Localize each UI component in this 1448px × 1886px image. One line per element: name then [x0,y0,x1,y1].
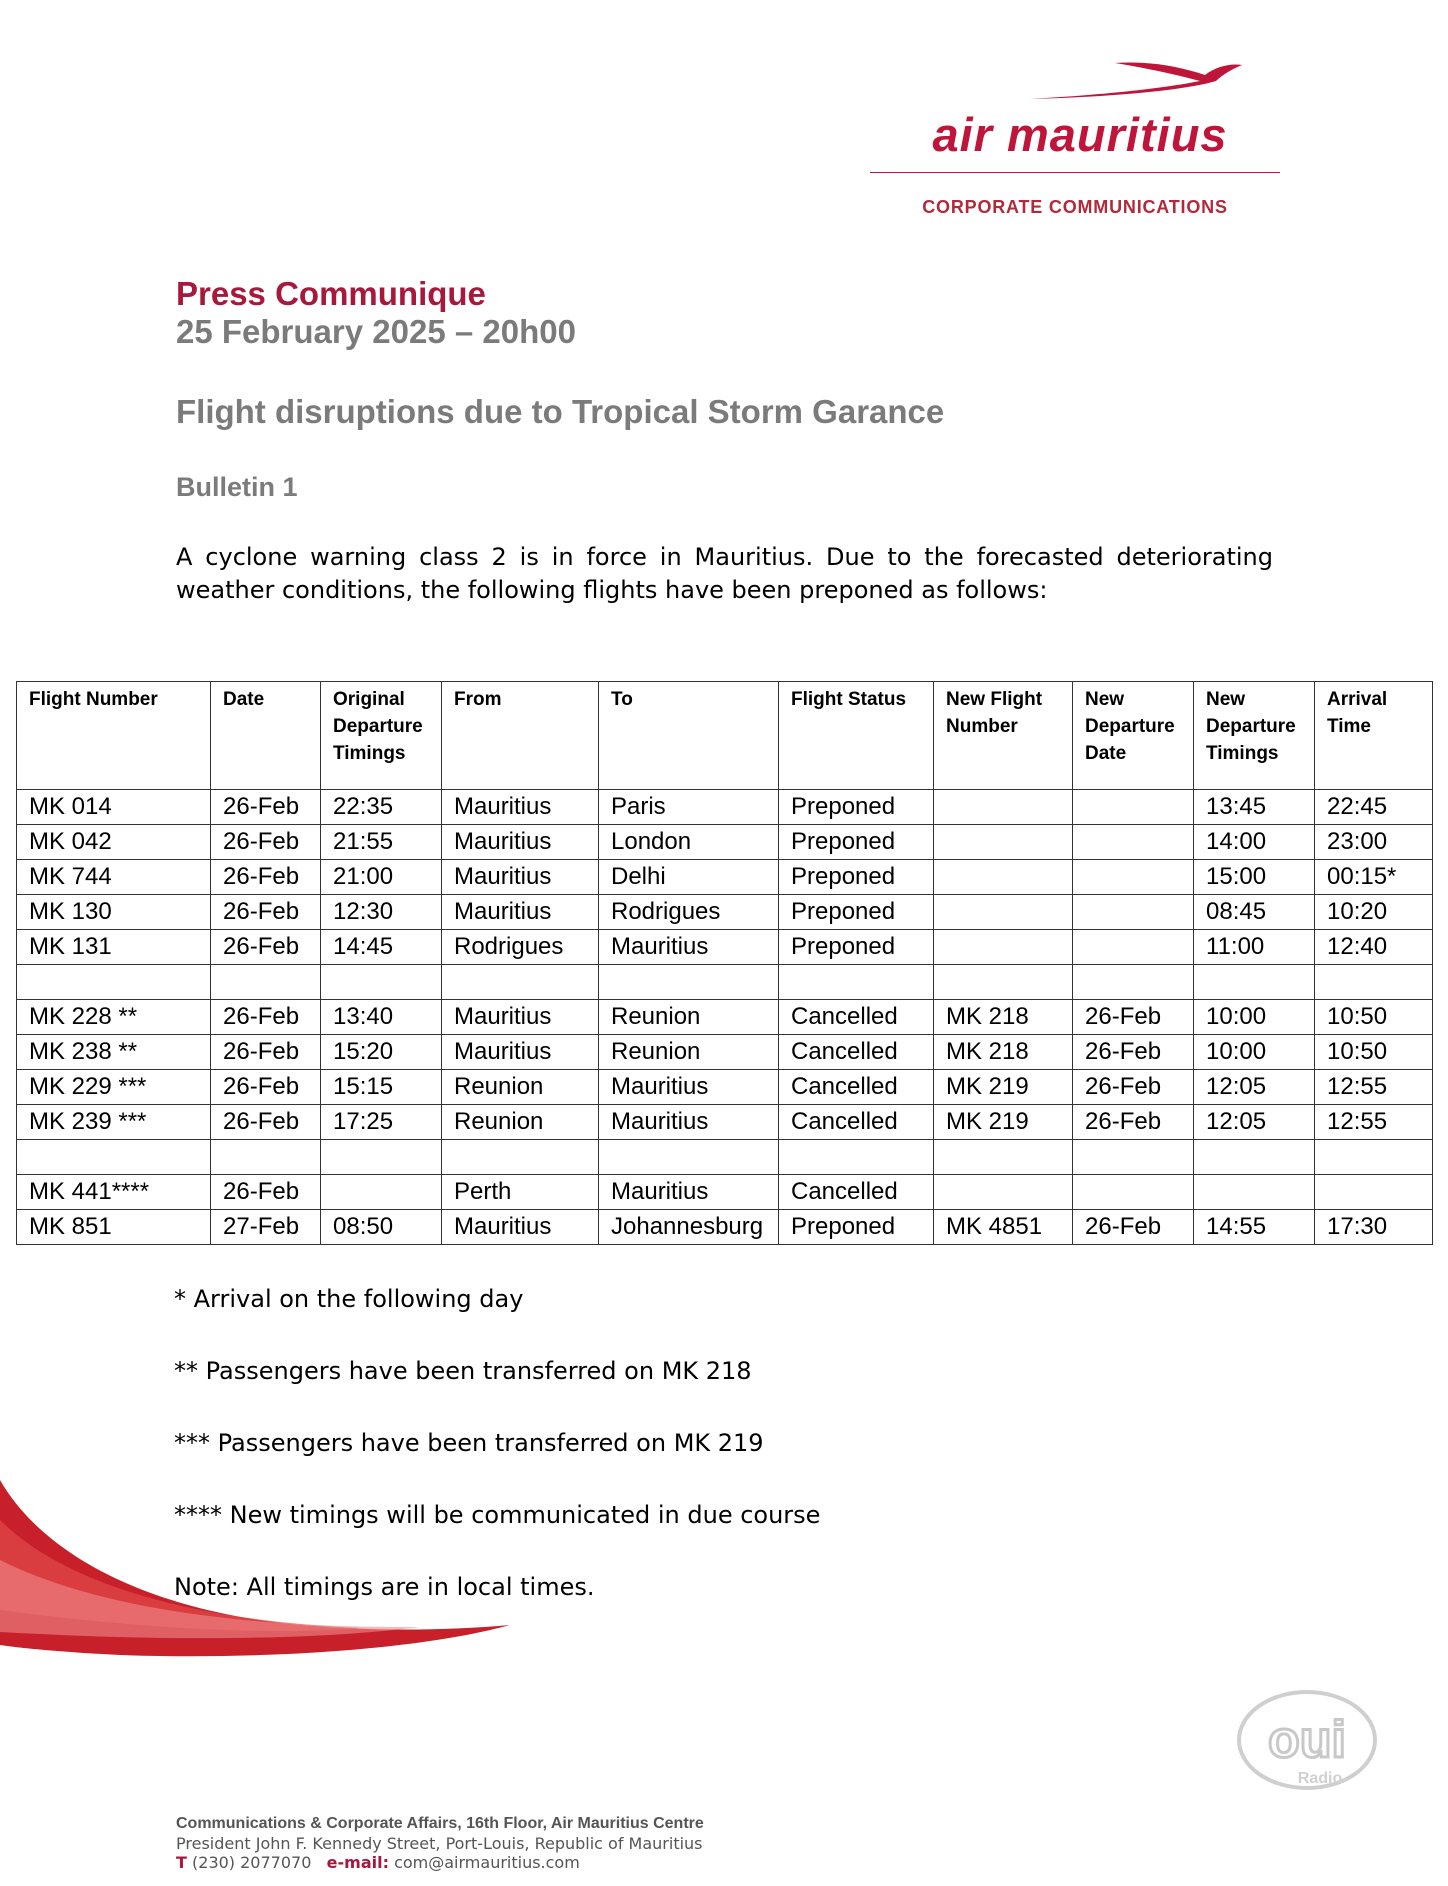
note-arrival-next-day: * Arrival on the following day [174,1285,524,1313]
document-subject: Flight disruptions due to Tropical Storm Garance [176,393,945,430]
table-cell: 12:05 [1194,1105,1315,1140]
table-cell: MK 239 *** [17,1105,211,1140]
footer-department: Communications & Corporate Affairs, 16th Floor, Air Mauritius Centre [176,1815,704,1832]
table-row [17,1140,1433,1175]
table-cell: Mauritius [442,825,599,860]
table-cell [321,1175,442,1210]
table-cell [1073,825,1194,860]
note-transfer-mk218: ** Passengers have been transferred on MK 218 [174,1357,752,1385]
table-row [17,1070,1433,1105]
table-cell: 14:45 [321,930,442,965]
table-cell: MK 042 [17,825,211,860]
table-cell: Reunion [442,1070,599,1105]
table-cell [17,1140,211,1175]
table-cell: 13:40 [321,1000,442,1035]
table-cell [321,965,442,1000]
table-cell: Cancelled [779,1000,934,1035]
table-cell [442,965,599,1000]
table-cell: 23:00 [1315,825,1433,860]
table-cell: Mauritius [442,1035,599,1070]
table-cell: 12:30 [321,895,442,930]
table-cell [934,930,1073,965]
flights-table [16,681,1433,1245]
document-title: Press Communique [176,275,486,312]
table-cell: Reunion [599,1000,779,1035]
table-cell: 26-Feb [1073,1000,1194,1035]
table-cell: Preponed [779,895,934,930]
table-cell: Rodrigues [442,930,599,965]
table-cell [779,1140,934,1175]
table-cell: 12:55 [1315,1105,1433,1140]
table-cell: Rodrigues [599,895,779,930]
table-cell: 26-Feb [211,1000,321,1035]
table-cell: MK 4851 [934,1210,1073,1245]
table-cell: 17:25 [321,1105,442,1140]
table-body [17,790,1433,1245]
table-cell: 14:55 [1194,1210,1315,1245]
table-cell: 10:50 [1315,1035,1433,1070]
table-cell: 08:50 [321,1210,442,1245]
table-cell: 15:00 [1194,860,1315,895]
table-cell: Mauritius [599,930,779,965]
watermark-logo-icon [1232,1685,1382,1805]
email-label: e-mail: [326,1853,389,1872]
phone-number: (230) 2077070 [192,1853,312,1872]
table-cell [1315,965,1433,1000]
table-cell: 10:50 [1315,1000,1433,1035]
table-cell: MK 130 [17,895,211,930]
column-header: New Flight Number [934,682,1073,790]
table-cell: 26-Feb [211,930,321,965]
footer-contact [176,1853,580,1872]
table-cell: 10:00 [1194,1035,1315,1070]
table-cell: 26-Feb [211,825,321,860]
table-row [17,1175,1433,1210]
column-header: Date [211,682,321,790]
table-cell: Reunion [442,1105,599,1140]
table-cell: 26-Feb [211,895,321,930]
table-cell: 10:20 [1315,895,1433,930]
column-header: From [442,682,599,790]
table-cell [599,1140,779,1175]
logo-brand-text: air mauritius [932,108,1228,161]
table-cell: Preponed [779,790,934,825]
note-local-times: Note: All timings are in local times. [174,1573,595,1601]
table-cell [934,895,1073,930]
oui-radio-watermark [1232,1685,1382,1805]
table-cell: Perth [442,1175,599,1210]
table-row [17,825,1433,860]
footer-address: President John F. Kennedy Street, Port-Louis, Republic of Mauritius [176,1834,703,1853]
table-cell [1315,1175,1433,1210]
table-cell [17,965,211,1000]
table-cell: Mauritius [442,790,599,825]
table-cell: Cancelled [779,1035,934,1070]
table-cell: MK 228 ** [17,1000,211,1035]
column-header: New Departure Timings [1194,682,1315,790]
table-cell [1073,860,1194,895]
table-row [17,860,1433,895]
table-cell: 26-Feb [1073,1035,1194,1070]
table-cell: Preponed [779,825,934,860]
table-row [17,965,1433,1000]
table-cell: MK 744 [17,860,211,895]
table-cell [934,825,1073,860]
intro-paragraph: A cyclone warning class 2 is in force in Mauritius. Due to the forecasted deteriorating weather conditions, the following flights have been preponed as follows: [176,543,1273,604]
table-cell: 26-Feb [211,1105,321,1140]
table-cell [1073,1175,1194,1210]
watermark-subtext: Radio [1297,1770,1343,1787]
table-cell: MK 014 [17,790,211,825]
table-cell [934,965,1073,1000]
table-cell: Mauritius [442,895,599,930]
table-cell [1073,895,1194,930]
logo-division-text: CORPORATE COMMUNICATIONS [922,197,1228,217]
table-cell: MK 441**** [17,1175,211,1210]
column-header: Original Departure Timings [321,682,442,790]
table-cell: 00:15* [1315,860,1433,895]
table-row [17,1105,1433,1140]
table-cell: 10:00 [1194,1000,1315,1035]
table-cell: 26-Feb [1073,1210,1194,1245]
phone-label: T [176,1853,187,1872]
table-cell: Preponed [779,930,934,965]
table-cell [1194,965,1315,1000]
table-cell: Preponed [779,860,934,895]
table-cell: MK 219 [934,1105,1073,1140]
column-header: To [599,682,779,790]
table-cell: Mauritius [599,1070,779,1105]
note-new-timings: **** New timings will be communicated in due course [174,1501,821,1529]
logo-divider [870,172,1280,173]
table-cell: Mauritius [442,860,599,895]
table-cell: MK 238 ** [17,1035,211,1070]
table-cell: 22:35 [321,790,442,825]
table-cell: Cancelled [779,1105,934,1140]
table-cell: 15:20 [321,1035,442,1070]
table-cell: Paris [599,790,779,825]
table-row [17,1000,1433,1035]
column-header: Arrival Time [1315,682,1433,790]
table-cell: 26-Feb [1073,1105,1194,1140]
column-header: Flight Number [17,682,211,790]
table-cell: 11:00 [1194,930,1315,965]
table-cell: MK 218 [934,1035,1073,1070]
column-header: New Departure Date [1073,682,1194,790]
bulletin-number: Bulletin 1 [176,472,298,502]
table-cell: Preponed [779,1210,934,1245]
table-cell: MK 851 [17,1210,211,1245]
bird-emblem-icon [870,55,1280,115]
table-cell [442,1140,599,1175]
table-cell [934,1140,1073,1175]
table-cell [934,790,1073,825]
table-cell [934,1175,1073,1210]
table-cell: 12:40 [1315,930,1433,965]
document-date: 25 February 2025 – 20h00 [176,313,576,350]
table-cell: MK 219 [934,1070,1073,1105]
table-cell: 14:00 [1194,825,1315,860]
table-cell: 26-Feb [211,790,321,825]
table-row [17,1210,1433,1245]
table-cell: 26-Feb [211,860,321,895]
table-row [17,930,1433,965]
table-cell: 22:45 [1315,790,1433,825]
table-cell: 12:55 [1315,1070,1433,1105]
table-cell: 12:05 [1194,1070,1315,1105]
table-cell: Mauritius [442,1210,599,1245]
table-cell [599,965,779,1000]
table-cell: 13:45 [1194,790,1315,825]
email-address[interactable]: com@airmauritius.com [394,1853,580,1872]
decorative-swoosh [0,1460,520,1670]
table-cell: 17:30 [1315,1210,1433,1245]
table-cell [211,1140,321,1175]
table-cell [1315,1140,1433,1175]
table-cell [934,860,1073,895]
table-row [17,895,1433,930]
table-row [17,790,1433,825]
table-cell [1073,790,1194,825]
table-cell: 08:45 [1194,895,1315,930]
column-header: Flight Status [779,682,934,790]
table-cell: 21:00 [321,860,442,895]
table-cell: Reunion [599,1035,779,1070]
table-cell: Mauritius [599,1105,779,1140]
table-cell [779,965,934,1000]
table-cell: MK 131 [17,930,211,965]
table-cell [1073,965,1194,1000]
table-cell: London [599,825,779,860]
table-cell: 27-Feb [211,1210,321,1245]
table-cell: Mauritius [442,1000,599,1035]
table-cell: 26-Feb [211,1175,321,1210]
table-cell [1194,1140,1315,1175]
table-cell: Johannesburg [599,1210,779,1245]
watermark-text: oui [1268,1711,1346,1769]
table-cell: Mauritius [599,1175,779,1210]
table-cell: 15:15 [321,1070,442,1105]
table-cell: Delhi [599,860,779,895]
table-cell [1073,930,1194,965]
table-cell: Cancelled [779,1175,934,1210]
table-cell [1073,1140,1194,1175]
table-cell [1194,1175,1315,1210]
air-mauritius-logo [870,55,1280,225]
table-cell: 26-Feb [211,1070,321,1105]
table-cell: MK 229 *** [17,1070,211,1105]
table-header-row [17,682,1433,790]
table-cell [321,1140,442,1175]
note-transfer-mk219: *** Passengers have been transferred on MK 219 [174,1429,764,1457]
table-cell [211,965,321,1000]
table-cell: MK 218 [934,1000,1073,1035]
table-cell: 26-Feb [1073,1070,1194,1105]
table-row [17,1035,1433,1070]
table-cell: Cancelled [779,1070,934,1105]
table-cell: 21:55 [321,825,442,860]
table-cell: 26-Feb [211,1035,321,1070]
